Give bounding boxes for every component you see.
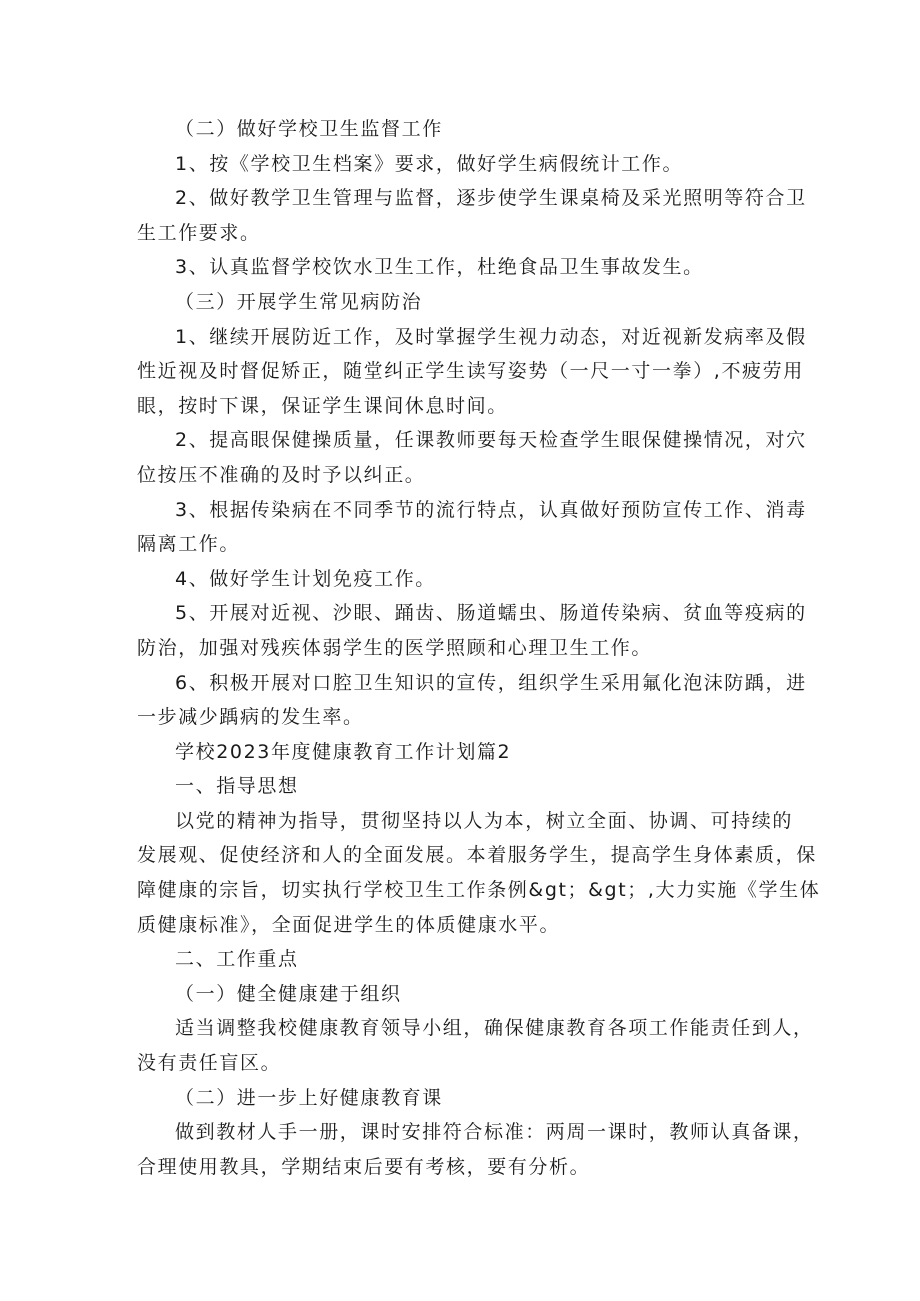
text-line: 做到教材人手一册，课时安排符合标准：两周一课时，教师认真备课， bbox=[175, 1121, 814, 1144]
text-line: 发展观、促使经济和人的全面发展。本着服务学生，提高学生身体素质，保 bbox=[137, 844, 817, 867]
paragraph bbox=[137, 1115, 814, 1184]
text-line: （三）开展学生常见病防治 bbox=[175, 290, 423, 313]
section-heading bbox=[137, 285, 789, 320]
text-line: 合理使用教具，学期结束后要有考核，要有分析。 bbox=[137, 1155, 591, 1178]
text-line: （二）做好学校卫生监督工作 bbox=[175, 118, 443, 140]
text-line: 1、按《学校卫生档案》要求，做好学生病假统计工作。 bbox=[175, 152, 684, 175]
paragraph bbox=[137, 1011, 814, 1080]
text-line: 2、做好教学卫生管理与监督，逐步使学生课桌椅及采光照明等符合卫 bbox=[175, 187, 807, 210]
text-line: 隔离工作。 bbox=[137, 533, 241, 556]
text-line: 3、认真监督学校饮水卫生工作，杜绝食品卫生事故发生。 bbox=[175, 256, 704, 279]
paragraph bbox=[137, 320, 807, 424]
paragraph bbox=[137, 250, 789, 285]
text-line: 1、继续开展防近工作，及时掌握学生视力动态，对近视新发病率及假 bbox=[175, 325, 807, 348]
section-heading bbox=[137, 977, 789, 1012]
text-line: 位按压不准确的及时予以纠正。 bbox=[137, 463, 426, 486]
paragraph bbox=[137, 562, 789, 597]
text-line: 质健康标准》，全面促进学生的体质健康水平。 bbox=[137, 913, 561, 936]
text-line: 防治，加强对残疾体弱学生的医学照顾和心理卫生工作。 bbox=[137, 636, 653, 659]
text-line: 6、积极开展对口腔卫生知识的宣传，组织学生采用氟化泡沫防踽，进 bbox=[175, 671, 807, 694]
text-line: 适当调整我校健康教育领导小组，确保健康教育各项工作能责任到人， bbox=[175, 1017, 814, 1040]
section-heading bbox=[137, 942, 789, 977]
text-line: 二、工作重点 bbox=[175, 948, 299, 971]
section-heading bbox=[137, 112, 789, 147]
text-line: 眼，按时下课，保证学生课间休息时间。 bbox=[137, 394, 508, 417]
document-subtitle bbox=[137, 735, 789, 770]
text-line: 学校2023年度健康教育工作计划篇2 bbox=[175, 740, 512, 763]
text-line: 2、提高眼保健操质量，任课教师要每天检查学生眼保健操情况，对穴 bbox=[175, 429, 807, 452]
text-line: 5、开展对近视、沙眼、踊齿、肠道蠕虫、肠道传染病、贫血等疫病的 bbox=[175, 602, 807, 625]
text-line: （一）健全健康建于组织 bbox=[175, 982, 402, 1005]
text-line: （二）进一步上好健康教育课 bbox=[175, 1086, 443, 1109]
text-line: 一步减少踽病的发生率。 bbox=[137, 706, 364, 729]
text-line: 性近视及时督促矫正，随堂纠正学生读写姿势（一尺一寸一拳）,不疲劳用 bbox=[137, 360, 804, 383]
document-body bbox=[137, 112, 821, 1184]
section-heading bbox=[137, 769, 789, 804]
paragraph bbox=[137, 181, 807, 250]
text-line: 障健康的宗旨，切实执行学校卫生工作条例&gt；&gt；,大力实施《学生体 bbox=[137, 879, 821, 902]
text-line: 3、根据传染病在不同季节的流行特点，认真做好预防宣传工作、消毒 bbox=[175, 498, 807, 521]
text-line: 没有责任盲区。 bbox=[137, 1052, 282, 1075]
paragraph bbox=[137, 147, 789, 182]
text-line: 一、指导思想 bbox=[175, 775, 299, 798]
paragraph bbox=[137, 493, 807, 562]
text-line: 4、做好学生计划免疫工作。 bbox=[175, 567, 436, 590]
section-heading bbox=[137, 1081, 789, 1116]
text-line: 以党的精神为指导，贯彻坚持以人为本，树立全面、协调、可持续的 bbox=[175, 809, 794, 832]
paragraph bbox=[137, 596, 807, 665]
paragraph bbox=[137, 423, 807, 492]
paragraph bbox=[137, 666, 807, 735]
text-line: 生工作要求。 bbox=[137, 221, 261, 244]
paragraph bbox=[137, 804, 821, 942]
